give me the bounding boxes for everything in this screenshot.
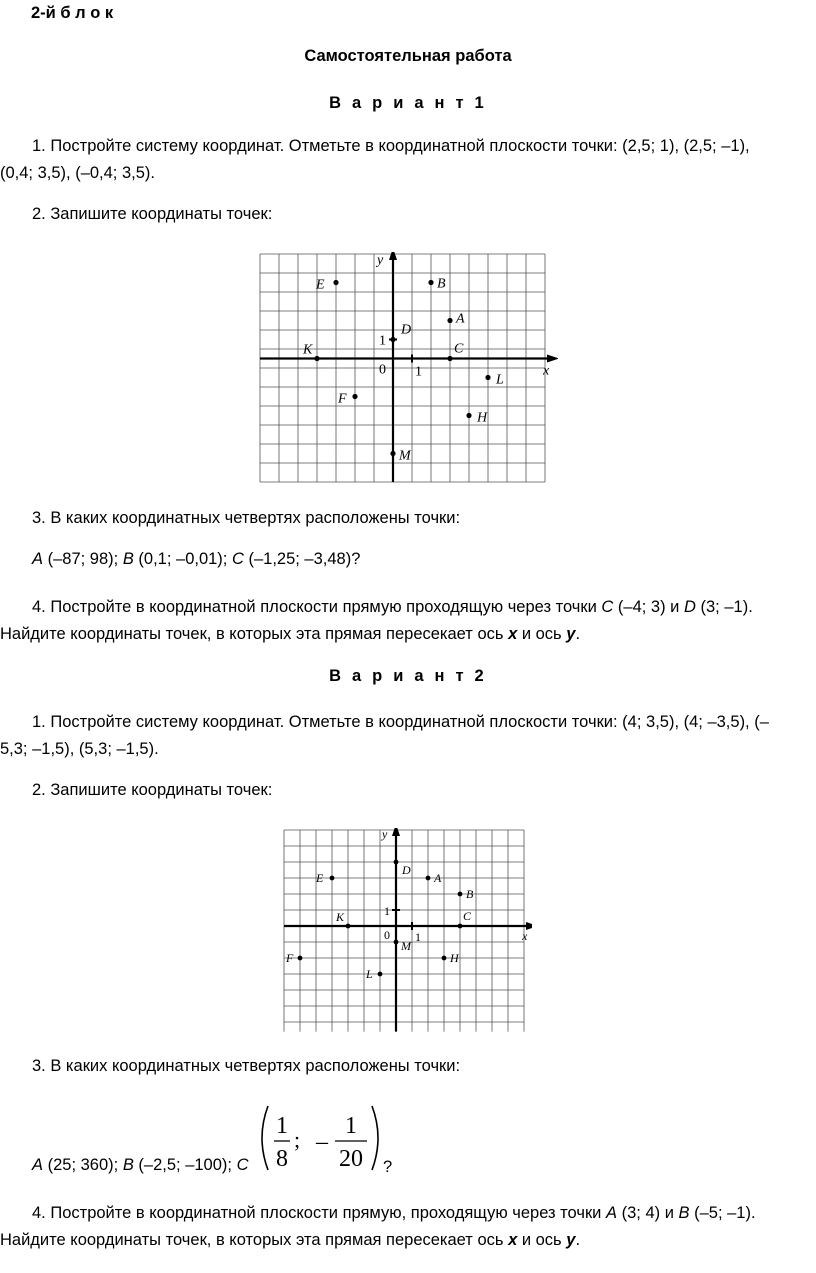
v1-task3-points	[32, 550, 360, 569]
v2-task1	[0, 709, 816, 763]
v1-coordinate-grid	[258, 252, 558, 484]
point-h-label: H	[450, 951, 459, 965]
point-h-dot	[442, 956, 447, 961]
v2-task1-line1: 1. Постройте систему координат. Отметьте в координатной плоскости точки: (4; 3,5), (4; –3,5), (–	[32, 713, 769, 731]
v2-task1-line2: 5,3; –1,5), (5,3; –1,5).	[0, 740, 159, 758]
v2-point-c-end: ?	[383, 1158, 393, 1176]
v1-task1	[0, 133, 816, 187]
point-e-dot	[330, 876, 335, 881]
x-axis-label: x	[522, 929, 528, 943]
frac-sep: ;	[294, 1127, 301, 1152]
origin-label: 0	[379, 362, 386, 378]
v1-point-b-value: (0,1; –0,01);	[133, 550, 232, 568]
v2-task3: 3. В каких координатных четвертях расположены точки:	[32, 1057, 461, 1075]
frac2-den: 20	[339, 1146, 363, 1172]
point-a-label: A	[434, 871, 442, 885]
point-a-label: A	[456, 311, 465, 327]
v2-task3-points	[32, 1156, 248, 1175]
v1-point-a-value: (–87; 98);	[43, 550, 123, 568]
point-a-dot	[447, 318, 452, 323]
point-k-dot	[314, 356, 319, 361]
work-title: Самостоятельная работа	[304, 47, 512, 65]
point-c-label: C	[454, 341, 464, 357]
point-b-dot	[458, 892, 463, 897]
point-m-label: M	[401, 939, 411, 953]
v1-task4	[0, 594, 816, 648]
v1-task1-line1: 1. Постройте систему координат. Отметьте в координатной плоскости точки: (2,5; 1), (2,5; –1),	[32, 137, 750, 155]
point-k-label: K	[336, 910, 345, 924]
point-b-label: B	[466, 887, 474, 901]
x-axis-arrow	[547, 355, 558, 363]
v2-point-b-label: B	[122, 1156, 134, 1174]
frac-minus: –	[316, 1129, 328, 1155]
y-axis-arrow	[389, 252, 397, 260]
point-f-label: F	[338, 391, 347, 407]
v2-point-b-value: (–2,5; –100);	[133, 1156, 237, 1174]
grid-lines	[284, 830, 524, 1032]
point-c-label: C	[463, 909, 472, 923]
x-axis-label: x	[543, 363, 550, 379]
v1-task4-line2: Найдите координаты точек, в которых эта прямая пересекает ось x и ось y.	[0, 625, 581, 643]
point-m-label: M	[399, 448, 411, 464]
point-h-label: H	[477, 410, 488, 426]
x-unit-label: 1	[415, 364, 422, 380]
v1-point-c-label: C	[231, 550, 244, 568]
frac1-num: 1	[276, 1113, 288, 1139]
point-e-label: E	[316, 871, 324, 885]
y-axis-arrow	[392, 828, 400, 836]
v1-task3: 3. В каких координатных четвертях расположены точки:	[32, 509, 461, 527]
point-k-dot	[346, 924, 351, 929]
axes	[260, 252, 558, 482]
v1-task1-line2: (0,4; 3,5), (–0,4; 3,5).	[0, 164, 155, 182]
point-f-label: F	[286, 951, 294, 965]
point-a-dot	[426, 876, 431, 881]
v2-task4	[0, 1200, 816, 1254]
v1-point-c-value: (–1,25; –3,48)?	[243, 550, 361, 568]
point-l-label: L	[496, 372, 504, 388]
y-unit-label: 1	[379, 333, 386, 349]
v2-coordinate-grid	[282, 828, 532, 1036]
point-l-dot	[485, 375, 490, 380]
point-e-dot	[333, 280, 338, 285]
v2-task2: 2. Запишите координаты точек:	[32, 781, 273, 799]
v1-point-a-label: A	[32, 550, 44, 568]
point-h-dot	[466, 413, 471, 418]
point-m-dot	[394, 940, 399, 945]
frac1-den: 8	[276, 1146, 288, 1172]
x-unit-label: 1	[415, 930, 421, 944]
v2-task4-line1: 4. Постройте в координатной плоскости прямую, проходящую через точки A (3; 4) и B (–5; –1).	[32, 1204, 756, 1222]
v2-point-a-label: A	[32, 1156, 44, 1174]
point-l-dot	[378, 972, 383, 977]
block-title: 2-й б л о к	[31, 4, 114, 22]
v1-task2: 2. Запишите координаты точек:	[32, 205, 273, 223]
point-k-label: K	[303, 342, 313, 358]
variant1-title: В а р и а н т 1	[329, 94, 487, 112]
point-b-dot	[428, 280, 433, 285]
point-d-dot	[394, 860, 399, 865]
v2-point-c-label: C	[236, 1156, 249, 1174]
frac2-num: 1	[345, 1113, 357, 1139]
y-axis-label: y	[377, 253, 384, 268]
left-paren	[262, 1106, 268, 1170]
point-f-dot	[298, 956, 303, 961]
v1-task4-line1: 4. Постройте в координатной плоскости прямую проходящую через точки C (–4; 3) и D (3; –1).	[32, 598, 753, 616]
v2-point-c-fraction	[258, 1102, 388, 1174]
y-axis-label: y	[382, 828, 388, 841]
point-d-label: D	[402, 863, 411, 877]
point-e-label: E	[316, 277, 325, 293]
variant2-title: В а р и а н т 2	[329, 667, 487, 685]
point-l-label: L	[366, 967, 373, 981]
points	[302, 277, 504, 464]
v2-point-a-value: (25; 360);	[43, 1156, 123, 1174]
point-b-label: B	[437, 276, 446, 292]
point-d-dot	[390, 337, 395, 342]
axes	[284, 828, 532, 1032]
v1-point-b-label: B	[122, 550, 134, 568]
point-c-dot	[458, 924, 463, 929]
y-unit-label: 1	[384, 904, 390, 918]
origin-label: 0	[384, 928, 390, 942]
point-m-dot	[390, 451, 395, 456]
point-d-label: D	[401, 322, 412, 338]
point-c-dot	[447, 356, 452, 361]
right-paren	[372, 1106, 378, 1170]
v2-task4-line2: Найдите координаты точек, в которых эта прямая пересекает ось x и ось y.	[0, 1231, 581, 1249]
point-f-dot	[352, 394, 357, 399]
